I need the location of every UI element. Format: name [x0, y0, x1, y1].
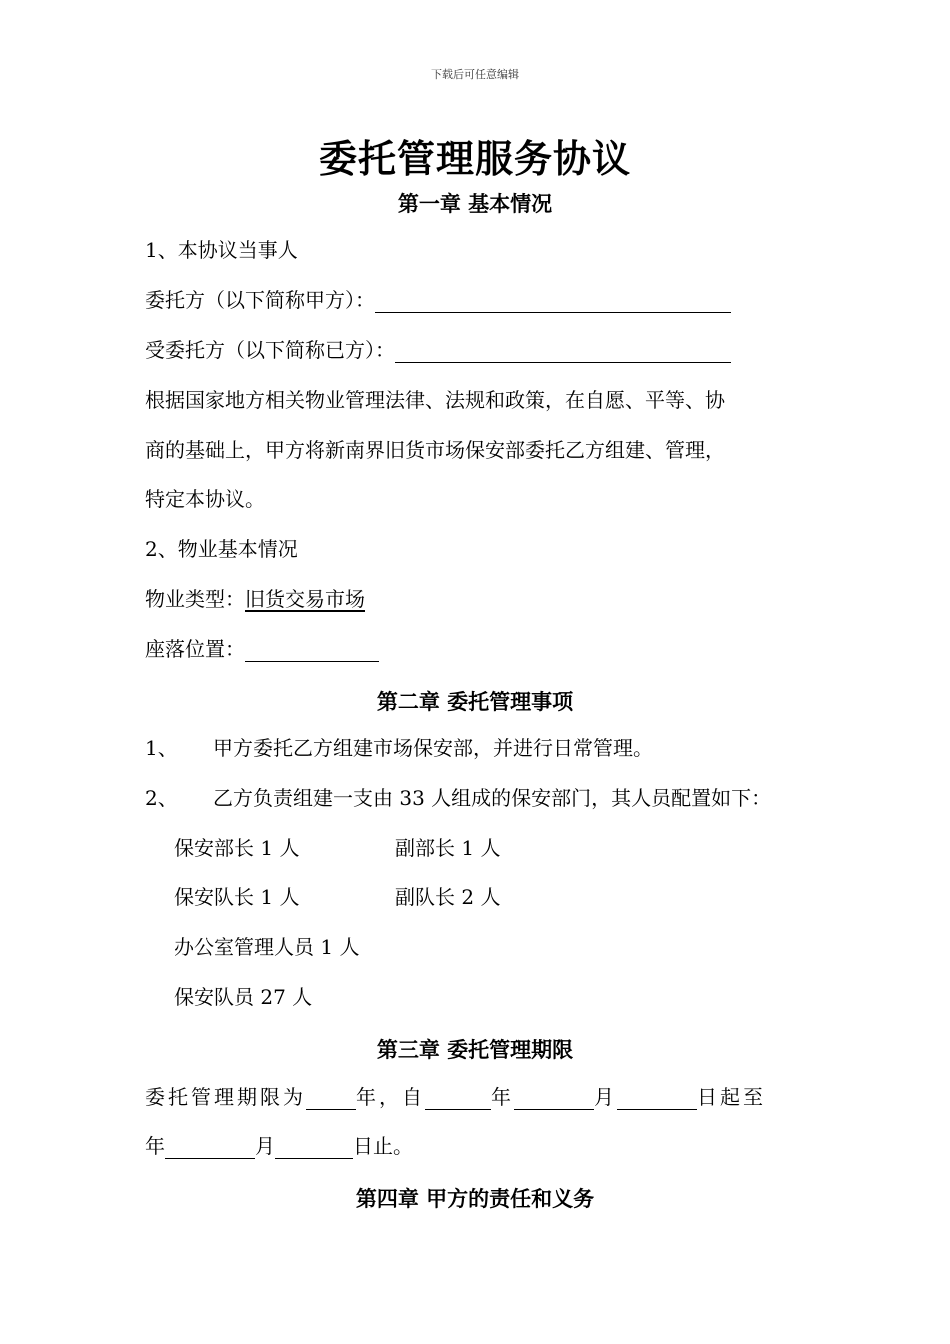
- term-text-4: 月: [594, 1085, 617, 1109]
- party-a-blank[interactable]: [375, 290, 731, 313]
- start-day-blank[interactable]: [617, 1087, 697, 1110]
- location-line: [145, 636, 379, 662]
- paragraph-line-2: 商的基础上，甲方将新南界旧货市场保安部委托乙方组建、管理，: [145, 438, 725, 462]
- end-month-blank-a[interactable]: [165, 1136, 255, 1159]
- party-b-label: 受委托方（以下简称已方）：: [145, 338, 395, 362]
- term-text-6: 年: [145, 1134, 165, 1158]
- staff-row-2-right: 副队长 2 人: [395, 885, 501, 909]
- header-note: 下载后可任意编辑: [431, 68, 519, 81]
- item-2-text: 乙方负责组建一支由 33 人组成的保安部门，其人员配置如下：: [213, 786, 772, 810]
- location-blank[interactable]: [245, 639, 379, 662]
- property-type-value: 旧货交易市场: [245, 587, 365, 611]
- term-line-1: [145, 1084, 766, 1110]
- party-b-blank[interactable]: [395, 340, 731, 363]
- property-type-line: [145, 586, 365, 612]
- term-text-8: 日止。: [353, 1134, 413, 1158]
- staff-row-1-right: 副部长 1 人: [395, 836, 501, 860]
- paragraph-line-1: 根据国家地方相关物业管理法律、法规和政策，在自愿、平等、协: [145, 388, 725, 412]
- start-month-blank[interactable]: [514, 1087, 594, 1110]
- term-text-3: 年: [491, 1085, 514, 1109]
- management-item-2: [145, 785, 771, 811]
- section-2-heading: 2、物业基本情况: [145, 537, 298, 561]
- document-title: 委托管理服务协议: [318, 136, 631, 181]
- section-1-heading: 1、本协议当事人: [145, 238, 298, 262]
- location-label: 座落位置：: [145, 637, 245, 661]
- term-line-2: [145, 1133, 413, 1159]
- paragraph-line-3: 特定本协议。: [145, 487, 265, 511]
- item-1-number: 1、: [145, 736, 178, 760]
- staff-row-3: 办公室管理人员 1 人: [174, 935, 360, 959]
- party-b-line: [145, 337, 731, 363]
- item-1-text: 甲方委托乙方组建市场保安部，并进行日常管理。: [213, 736, 653, 760]
- term-text-1: 委托管理期限为: [145, 1085, 306, 1109]
- party-a-label: 委托方（以下简称甲方）：: [145, 288, 375, 312]
- management-item-1: [145, 735, 653, 761]
- property-type-label: 物业类型：: [145, 587, 245, 611]
- staff-row-1-left: 保安部长 1 人: [174, 836, 300, 860]
- term-text-5: 日起至: [697, 1085, 766, 1109]
- start-year-blank[interactable]: [425, 1087, 491, 1110]
- chapter-1-heading: 第一章 基本情况: [397, 191, 553, 216]
- party-a-line: [145, 287, 731, 313]
- term-text-7: 月: [255, 1134, 275, 1158]
- staff-row-2-left: 保安队长 1 人: [174, 885, 300, 909]
- term-years-blank[interactable]: [306, 1087, 356, 1110]
- chapter-2-heading: 第二章 委托管理事项: [376, 689, 574, 714]
- end-day-blank[interactable]: [275, 1136, 353, 1159]
- chapter-3-heading: 第三章 委托管理期限: [376, 1037, 574, 1062]
- term-text-2: 年，自: [356, 1085, 425, 1109]
- item-2-number: 2、: [145, 786, 178, 810]
- chapter-4-heading: 第四章 甲方的责任和义务: [355, 1186, 595, 1211]
- staff-row-4: 保安队员 27 人: [174, 985, 313, 1009]
